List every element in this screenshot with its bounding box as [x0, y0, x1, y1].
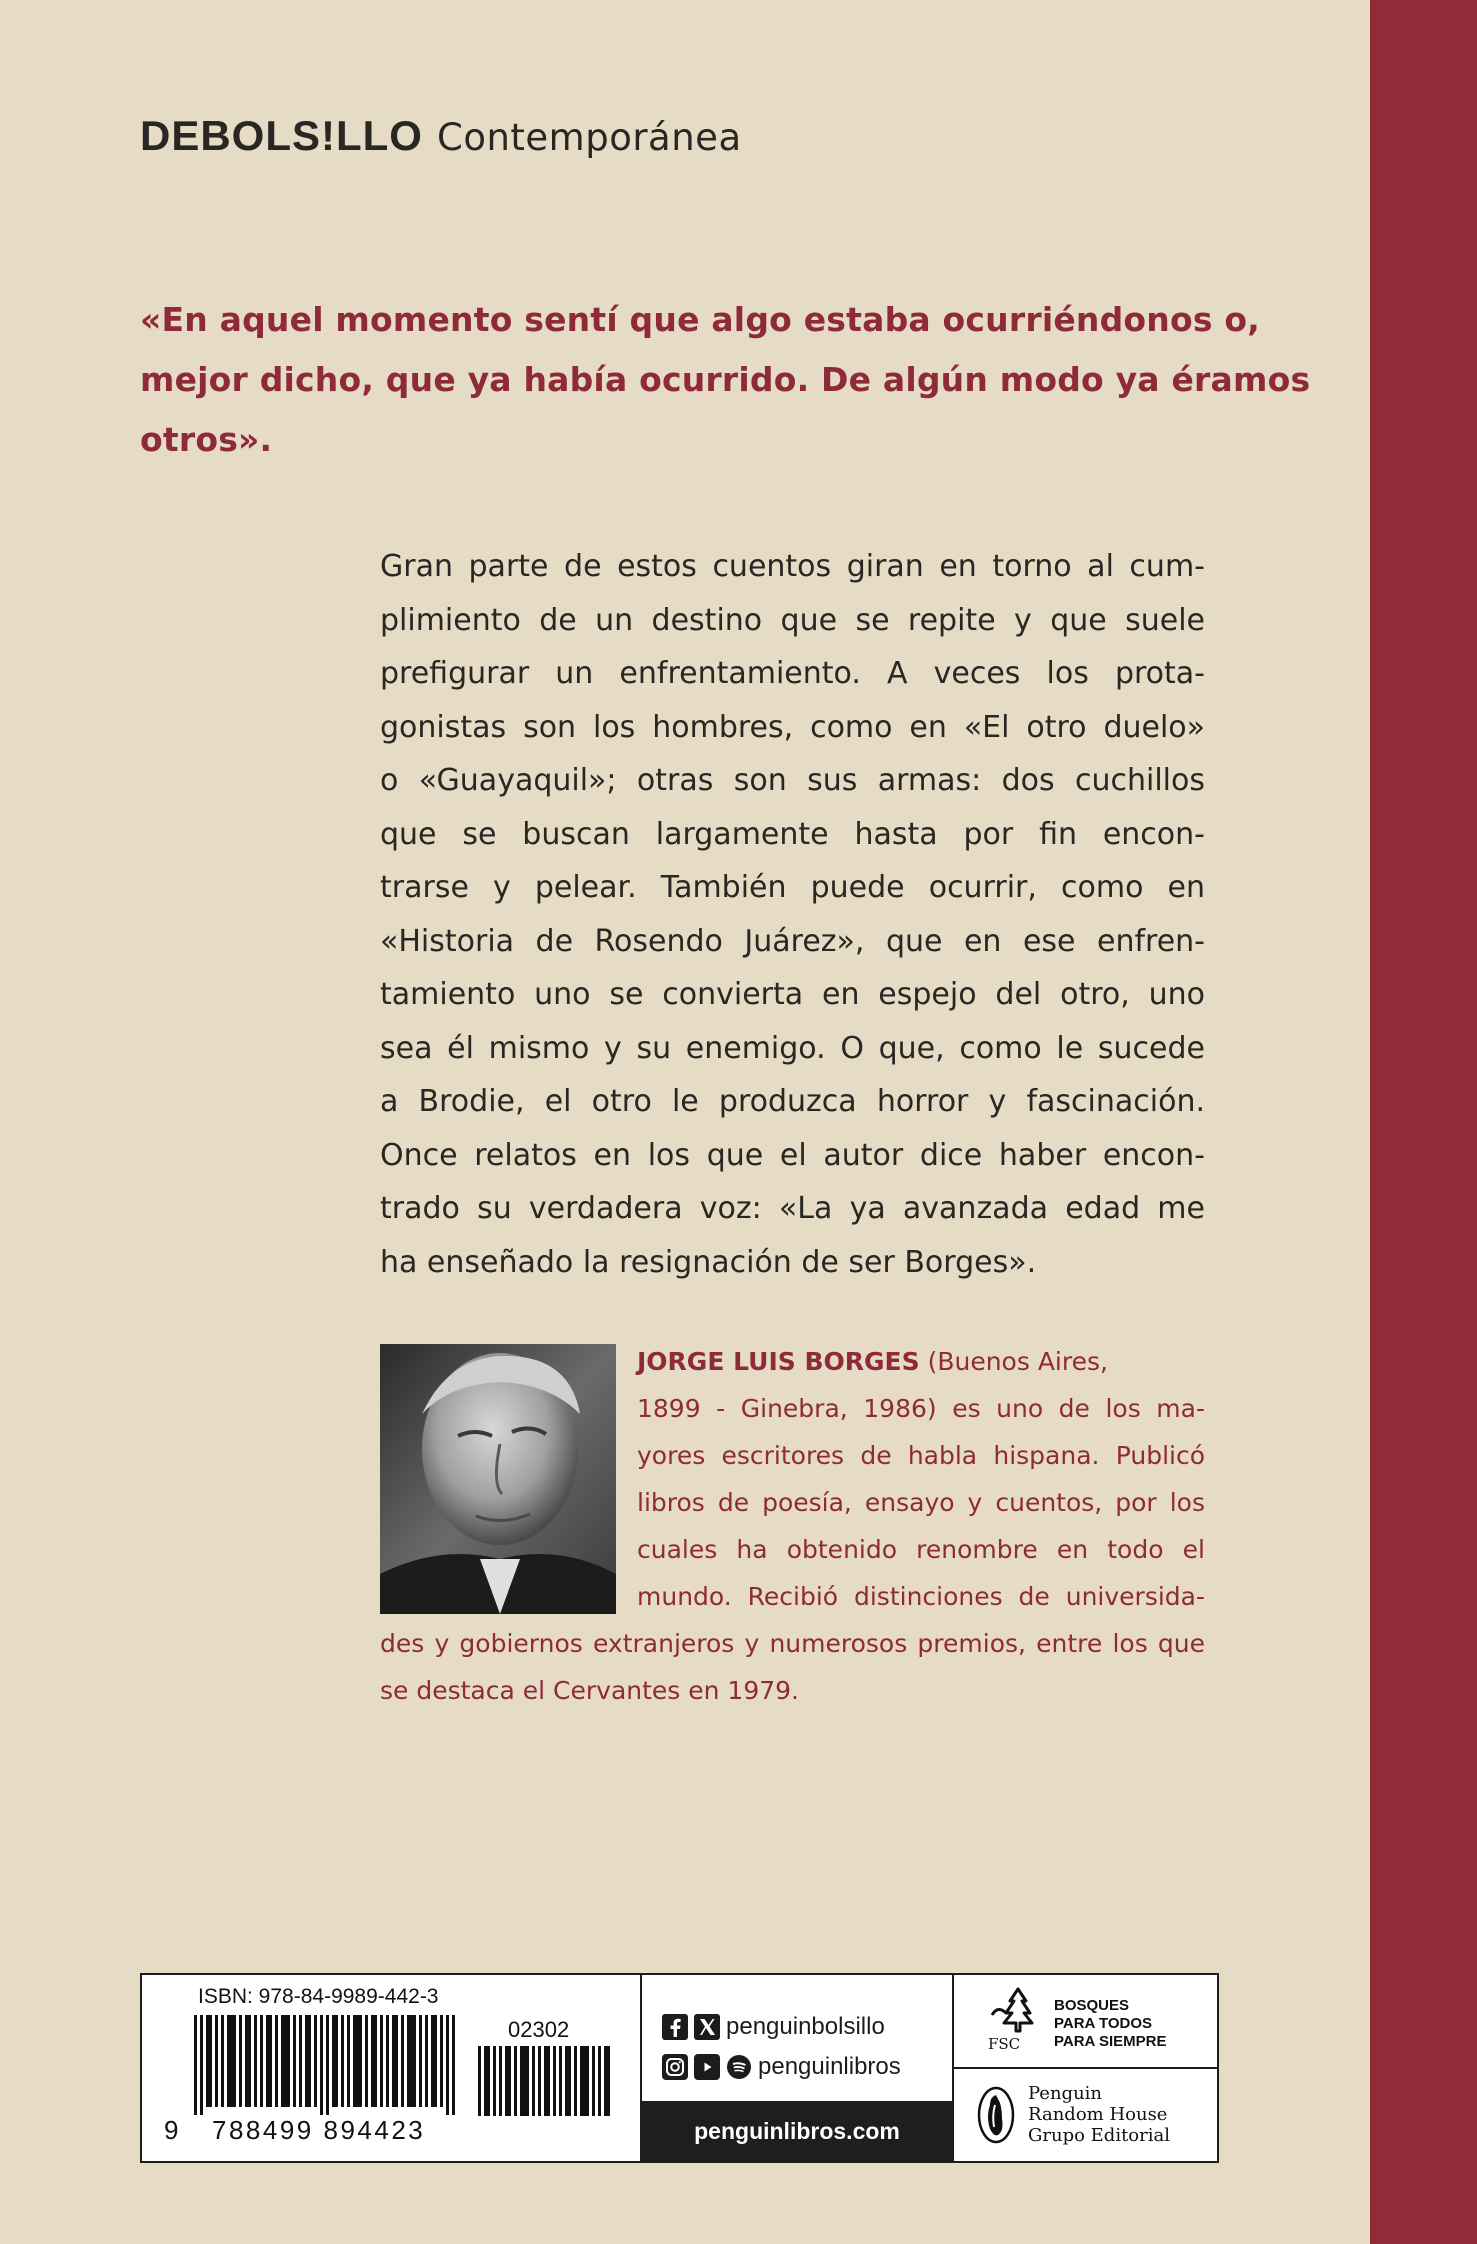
publisher-line: Penguin — [1028, 2083, 1103, 2104]
synopsis-line: ha enseñado la resignación de ser Borges». — [380, 1244, 1037, 1280]
synopsis-line: Gran parte de estos cuentos giran en torno al cum- — [380, 549, 1205, 584]
facebook-icon[interactable] — [662, 2014, 688, 2040]
publisher-line: Random House — [1028, 2104, 1168, 2125]
synopsis-line: o «Guayaquil»; otras son sus armas: dos cuchillos — [380, 763, 1205, 798]
barcode-block — [142, 1975, 642, 2161]
synopsis — [380, 540, 1205, 1289]
bio-line: mundo. Recibió distinciones de universida- — [637, 1582, 1205, 1611]
collection-name: Contemporánea — [436, 116, 742, 159]
synopsis-line: trarse y pelear. También puede ocurrir, como en — [380, 870, 1205, 905]
website-link[interactable]: penguinlibros.com — [642, 2101, 952, 2161]
imprint-header — [140, 112, 742, 164]
synopsis-line: prefigurar un enfrentamiento. A veces los prota- — [380, 656, 1205, 691]
fsc-claim-line: PARA TODOS — [1054, 2015, 1153, 2032]
imprint-logo: DEBOLS!LLO — [140, 112, 423, 159]
fsc-claim — [1054, 1997, 1167, 2051]
synopsis-line: Once relatos en los que el autor dice haber encon- — [380, 1137, 1205, 1173]
synopsis-line: a Brodie, el otro le produzca horror y fascinación. — [380, 1084, 1205, 1119]
quote-line: «En aquel momento sentí que algo estaba ocurriéndonos o, — [140, 300, 1261, 339]
synopsis-line: tamiento uno se convierta en espejo del otro, uno — [380, 977, 1205, 1012]
ean-first-digit: 9 — [164, 2115, 179, 2145]
bio-line: des y gobiernos extranjeros y numerosos premios, entre los que — [380, 1629, 1205, 1658]
author-bio — [380, 1338, 1205, 1714]
fsc-claim-line: PARA SIEMPRE — [1054, 2033, 1167, 2050]
back-cover-footer — [140, 1973, 1219, 2163]
x-icon[interactable] — [694, 2014, 720, 2040]
social-row-1 — [662, 2013, 885, 2041]
bio-line: 1899 - Ginebra, 1986) es uno de los ma- — [637, 1394, 1205, 1423]
instagram-icon[interactable] — [662, 2054, 688, 2080]
ean-barcode — [194, 2015, 464, 2115]
author-name: JORGE LUIS BORGES — [637, 1347, 920, 1376]
quote-line: mejor dicho, que ya había ocurrido. De algún modo ya éramos — [140, 360, 1311, 399]
fsc-claim-line: BOSQUES — [1054, 1997, 1130, 2014]
social-handle[interactable]: penguinlibros — [758, 2053, 901, 2080]
isbn-label: ISBN: 978-84-9989-442-3 — [198, 1985, 439, 2008]
social-handle[interactable]: penguinbolsillo — [726, 2013, 885, 2040]
penguin-logo-icon — [976, 2085, 1016, 2145]
bio-line: yores escritores de habla hispana. Publicó — [637, 1441, 1205, 1470]
synopsis-line: que se buscan largamente hasta por fin encon- — [380, 816, 1205, 852]
youtube-icon[interactable] — [694, 2054, 720, 2080]
synopsis-line: sea él mismo y su enemigo. O que, como le sucede — [380, 1030, 1205, 1066]
synopsis-line: plimiento de un destino que se repite y que suele — [380, 602, 1205, 638]
pull-quote — [140, 290, 1311, 470]
quote-line: otros». — [140, 420, 273, 459]
publisher-line: Grupo Editorial — [1028, 2125, 1170, 2146]
fsc-block — [954, 1975, 1217, 2069]
bio-line-rest: (Buenos Aires, — [919, 1347, 1108, 1376]
addon-barcode — [478, 2046, 628, 2116]
publisher-name — [1028, 2083, 1170, 2146]
synopsis-line: «Historia de Rosendo Juárez», que en ese enfren- — [380, 923, 1205, 959]
bio-line — [637, 1338, 1205, 1385]
bio-line: se destaca el Cervantes en 1979. — [380, 1676, 800, 1705]
bio-line: libros de poesía, ensayo y cuentos, por los — [637, 1488, 1205, 1517]
bio-line: cuales ha obtenido renombre en todo el — [637, 1535, 1205, 1564]
addon-code: 02302 — [508, 2017, 570, 2042]
synopsis-line: trado su verdadera voz: «La ya avanzada edad me — [380, 1191, 1205, 1226]
synopsis-line: gonistas son los hombres, como en «El otro duelo» — [380, 709, 1205, 745]
fsc-tree-icon — [988, 1985, 1048, 2033]
social-block — [642, 1975, 954, 2161]
publisher-block — [954, 2069, 1217, 2161]
spine-band — [1370, 0, 1477, 2244]
fsc-label: FSC — [988, 2035, 1021, 2053]
social-row-2 — [662, 2053, 901, 2081]
spotify-icon[interactable] — [726, 2054, 752, 2080]
ean-digits: 788499 894423 — [212, 2115, 426, 2145]
